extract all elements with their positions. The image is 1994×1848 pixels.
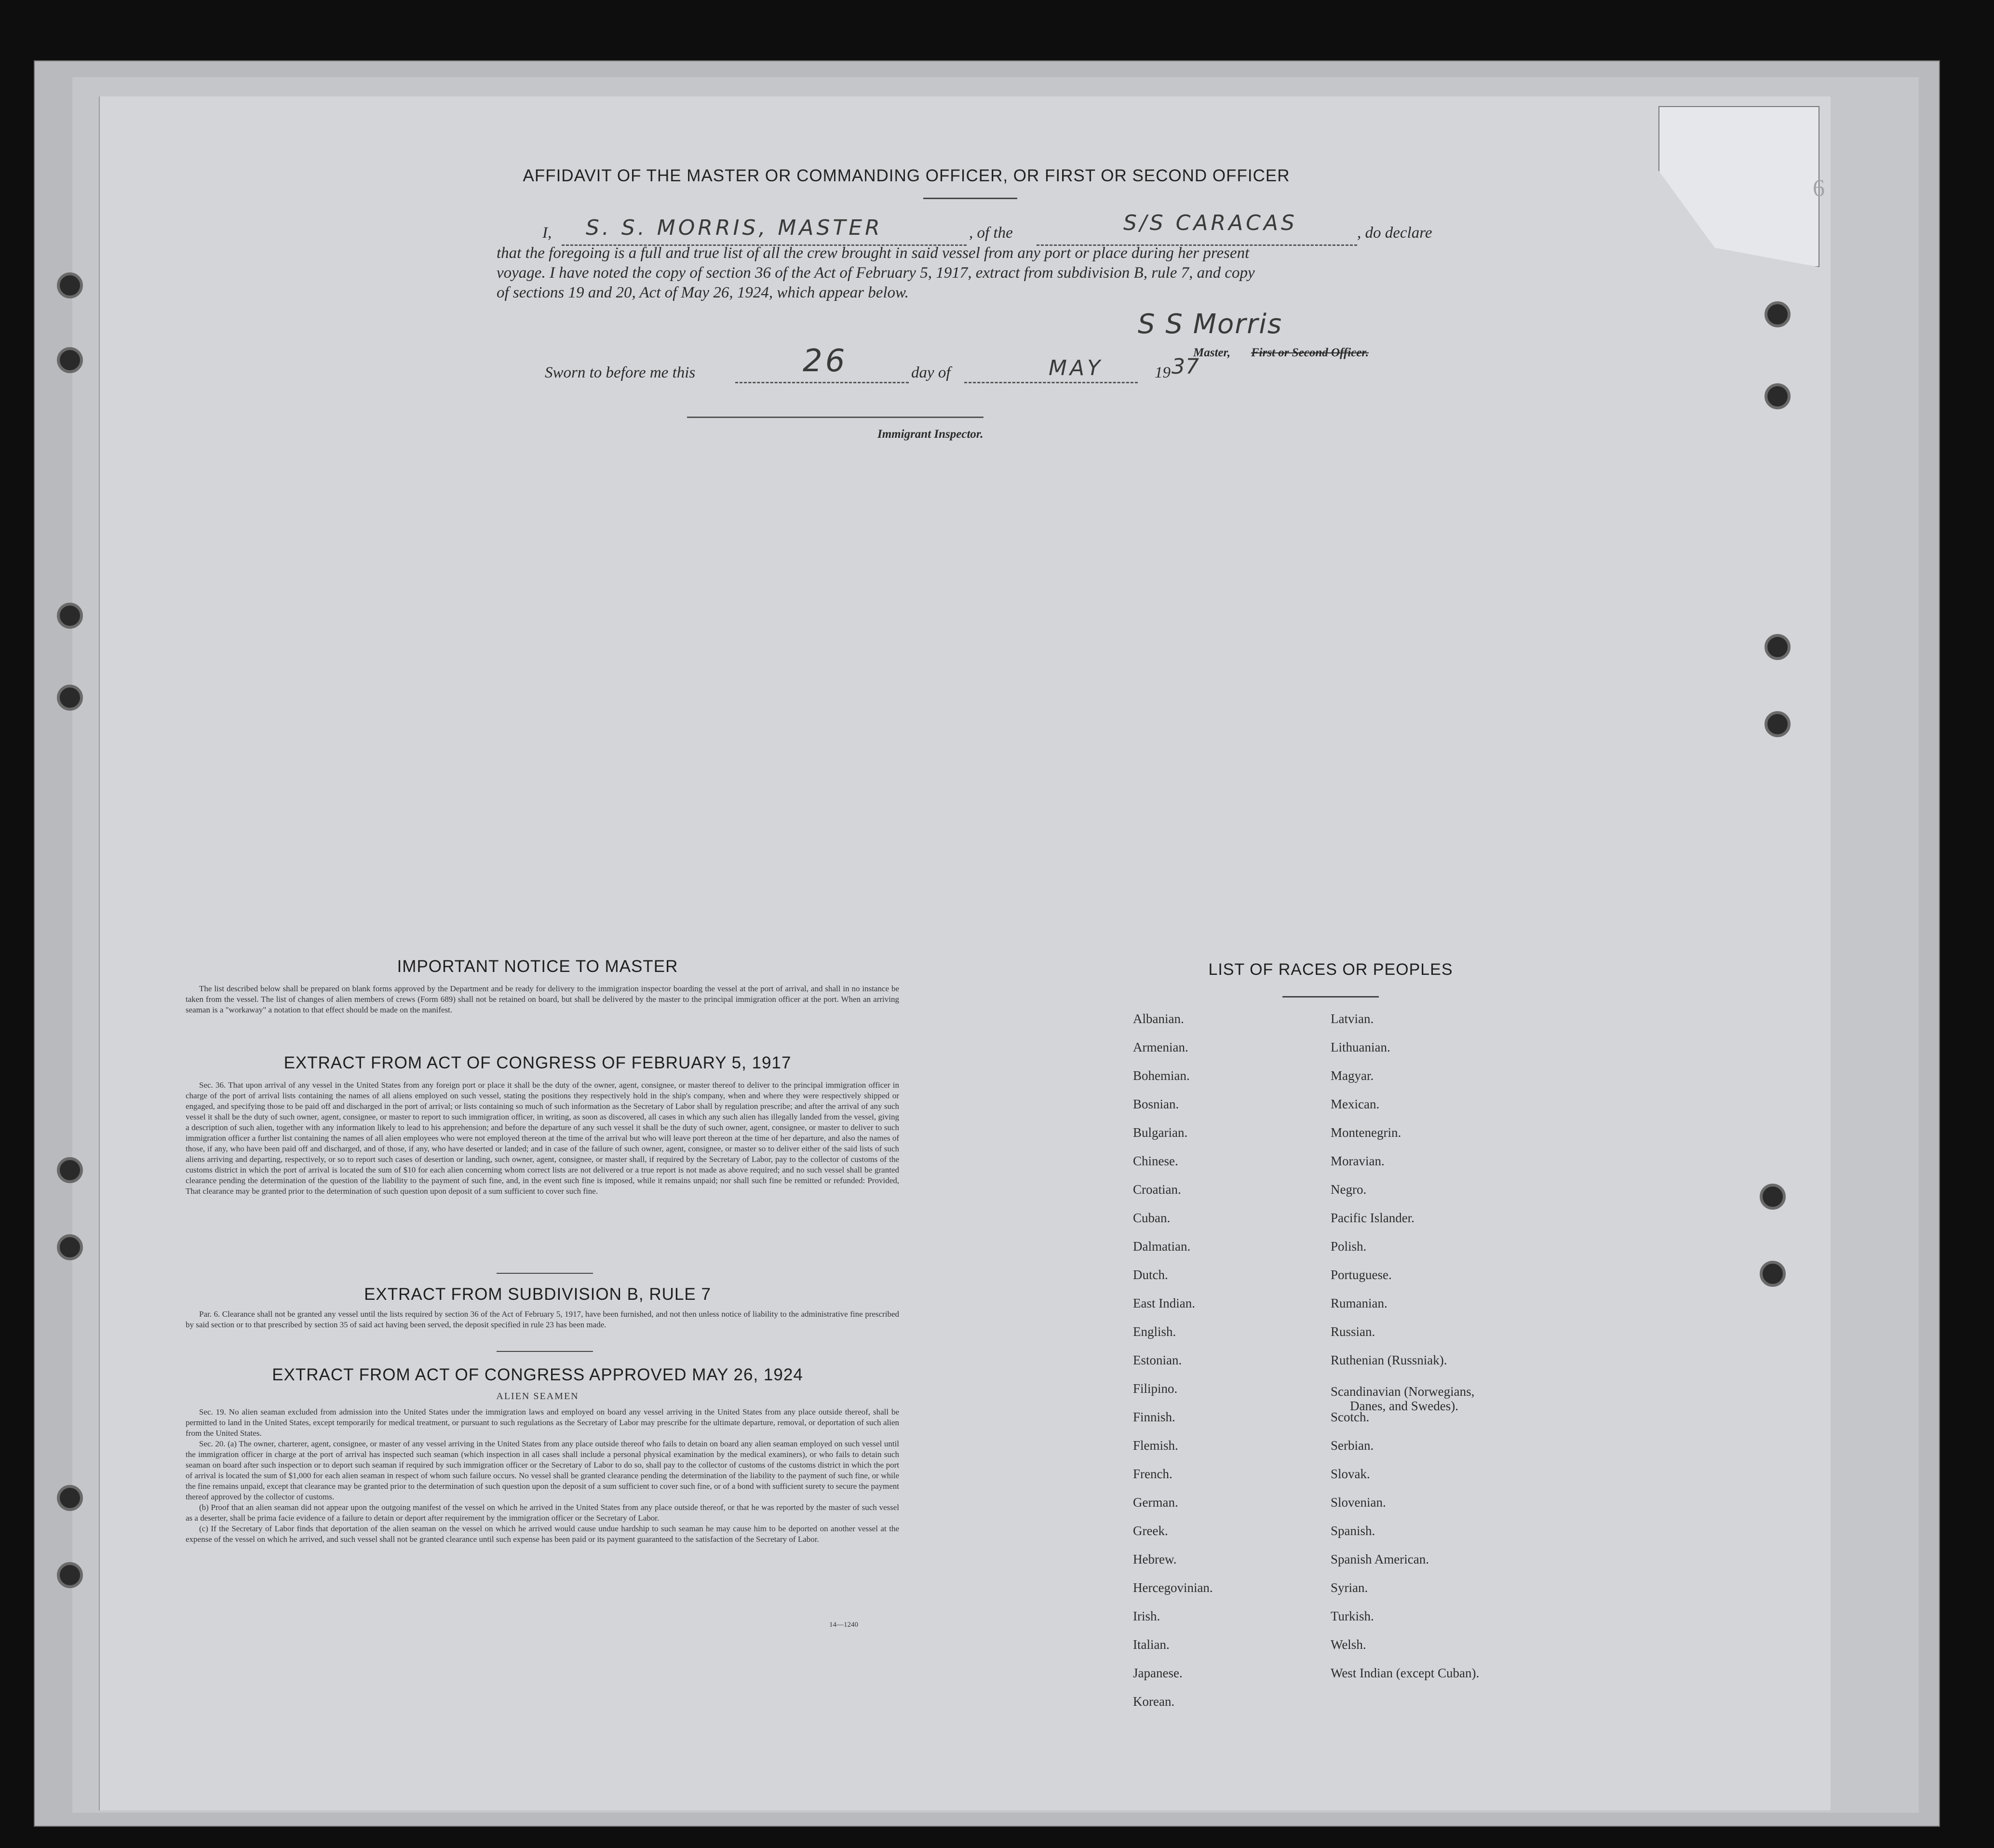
race-item: Moravian.: [1331, 1154, 1385, 1168]
race-item: Mexican.: [1331, 1097, 1380, 1111]
race-item: Turkish.: [1331, 1609, 1374, 1623]
race-item: East Indian.: [1133, 1296, 1195, 1310]
title-rule: [923, 198, 1017, 199]
race-item: Cuban.: [1133, 1211, 1171, 1225]
race-item: Pacific Islander.: [1331, 1211, 1415, 1225]
race-item: Scandinavian (Norwegians,: [1331, 1384, 1475, 1399]
extract-1917-title: EXTRACT FROM ACT OF CONGRESS OF FEBRUARY 5, 1917: [283, 1053, 792, 1072]
race-item: Latvian.: [1331, 1012, 1374, 1026]
race-item: Rumanian.: [1331, 1296, 1388, 1310]
sworn-label: Sworn to before me this: [545, 364, 696, 381]
form-number: 14—1240: [829, 1621, 858, 1629]
extract-1917-body: [186, 1080, 899, 1258]
race-item: Negro.: [1331, 1182, 1367, 1197]
affidavit-title: AFFIDAVIT OF THE MASTER OR COMMANDING OFFICER, OR FIRST OR SECOND OFFICER: [523, 166, 1290, 185]
race-item: Scotch.: [1331, 1410, 1370, 1424]
race-item: Armenian.: [1133, 1040, 1188, 1054]
affidavit-declare: , do declare: [1357, 224, 1432, 242]
race-item: Irish.: [1133, 1609, 1160, 1623]
race-item: Spanish.: [1331, 1524, 1375, 1538]
extract-1924-body: [186, 1407, 899, 1609]
race-item: English.: [1133, 1324, 1176, 1339]
race-item: Slovenian.: [1331, 1495, 1386, 1510]
punch-hole: [57, 1562, 83, 1588]
punch-hole: [1765, 383, 1791, 409]
race-item: Finnish.: [1133, 1410, 1175, 1424]
margin-numeral: 6: [1813, 174, 1826, 201]
notice-body: [186, 984, 899, 1045]
race-item: Hercegovinian.: [1133, 1580, 1213, 1595]
race-item: West Indian (except Cuban).: [1331, 1666, 1480, 1680]
master-signature: S S Morris: [1138, 309, 1283, 340]
race-item: Estonian.: [1133, 1353, 1182, 1367]
race-item: Korean.: [1133, 1694, 1175, 1709]
race-item: Russian.: [1331, 1324, 1375, 1339]
section-rule: [497, 1273, 593, 1274]
vessel-name: S/S CARACAS: [1123, 211, 1297, 235]
punch-hole: [57, 1234, 83, 1260]
punch-hole: [1765, 301, 1791, 327]
race-item: Albanian.: [1133, 1012, 1184, 1026]
race-item: Polish.: [1331, 1239, 1367, 1254]
races-title: LIST OF RACES OR PEOPLES: [1208, 960, 1453, 979]
year-prefix: 19: [1155, 364, 1171, 381]
sec-20b-paragraph: (b) Proof that an alien seaman did not appear upon the outgoing manifest of the vessel on which he arrived in the United States from any place outside thereof, or that he was reported by the master of such vessel as a deserter, shall be prima facie evidence of a failure to detain or deport after requirement by the immigration officer or the Secretary of Labor.: [186, 1503, 899, 1523]
race-item: Portuguese.: [1331, 1268, 1392, 1282]
race-item: Dalmatian.: [1133, 1239, 1191, 1254]
punch-hole: [57, 1157, 83, 1183]
affidavit-i: I,: [542, 224, 552, 242]
par-6-paragraph: Par. 6. Clearance shall not be granted any vessel until the lists required by section 36 of the Act of February 5, 1917, have been furnished, and not then unless notice of liability to the administrative fine prescribed by said section or to that prescribed by section 35 of said act having been served, the deposit specified in rule 23 has been made.: [186, 1309, 899, 1329]
race-item: Bohemian.: [1133, 1068, 1190, 1083]
punch-hole: [57, 685, 83, 711]
punch-hole: [57, 1485, 83, 1511]
race-item: Slovak.: [1331, 1467, 1370, 1481]
sec-20a-paragraph: Sec. 20. (a) The owner, charterer, agent, consignee, or master of any vessel arriving in the United States from any place outside thereof who fails to detain on board any alien seaman employed on such vessel until the immigration officer in charge at the port of arrival has inspected such seaman (which inspection in all cases shall include a personal physical examination by the medical examiners), or who fails to detain such seaman on board after such inspection or to deport such seaman if required by such immigration officer or the Secretary of Labor to do so, shall pay to the collector of customs of the customs district in which the port of arrival is located the sum of $1,000 for each alien seaman in respect of whom such failure occurs. No vessel shall be granted clearance pending the determination of the liability to the payment of such fine, or while the fine remains unpaid, except that clearance may be granted prior to the determination of such question upon the deposit of a sum sufficient to cover such fine, or of a bond with sufficient surety to secure the payment thereof approved by the collector of customs.: [186, 1439, 899, 1501]
section-rule: [497, 1351, 593, 1352]
inspector-label: Immigrant Inspector.: [877, 428, 984, 441]
race-item: Bulgarian.: [1133, 1125, 1188, 1140]
affidavit-line-3: voyage. I have noted the copy of section 36 of the Act of February 5, 1917, extract from subdivision B, rule 7, and copy: [497, 264, 1255, 282]
signer-title-struck: First or Second Officer.: [1251, 346, 1369, 359]
punch-hole: [1760, 1261, 1786, 1287]
punch-hole: [1760, 1184, 1786, 1210]
sworn-month: MAY: [1049, 356, 1103, 380]
races-title-rule: [1282, 996, 1379, 998]
sworn-year: 37: [1172, 354, 1199, 379]
race-item: Bosnian.: [1133, 1097, 1179, 1111]
race-item: Italian.: [1133, 1637, 1170, 1652]
affidavit-line-4: of sections 19 and 20, Act of May 26, 1924, which appear below.: [497, 284, 909, 301]
race-item: Syrian.: [1331, 1580, 1368, 1595]
day-blank: [735, 381, 909, 383]
race-item: Dutch.: [1133, 1268, 1168, 1282]
affidavit-line-2: that the foregoing is a full and true list of all the crew brought in said vessel from any port or place during her present: [497, 244, 1250, 262]
race-item: Danes, and Swedes).: [1350, 1399, 1458, 1413]
race-item: Filipino.: [1133, 1381, 1178, 1396]
signer-title-master: Master,: [1193, 346, 1231, 359]
race-item: Montenegrin.: [1331, 1125, 1401, 1140]
race-item: Spanish American.: [1331, 1552, 1429, 1566]
notice-title: IMPORTANT NOTICE TO MASTER: [397, 957, 678, 976]
race-item: Magyar.: [1331, 1068, 1374, 1083]
punch-hole: [57, 272, 83, 298]
race-item: Hebrew.: [1133, 1552, 1177, 1566]
extract-1924-title: EXTRACT FROM ACT OF CONGRESS APPROVED MAY 26, 1924: [272, 1365, 803, 1384]
race-item: German.: [1133, 1495, 1178, 1510]
punch-hole: [1765, 711, 1791, 737]
month-blank: [964, 381, 1138, 383]
rule-7-body: [186, 1309, 899, 1346]
race-item: French.: [1133, 1467, 1172, 1481]
race-item: Greek.: [1133, 1524, 1168, 1538]
sworn-day: 26: [803, 343, 848, 379]
race-item: Croatian.: [1133, 1182, 1181, 1197]
affidavit-of-the: , of the: [969, 224, 1013, 242]
race-item: Serbian.: [1331, 1438, 1374, 1453]
inspector-signature-line: [687, 417, 984, 418]
race-item: Welsh.: [1331, 1637, 1366, 1652]
punch-hole: [57, 603, 83, 629]
rule-7-title: EXTRACT FROM SUBDIVISION B, RULE 7: [364, 1285, 711, 1304]
sec-36-paragraph: Sec. 36. That upon arrival of any vessel in the United States from any foreign port or place it shall be the duty of the owner, agent, consignee, or master thereof to deliver to the principal immigration officer in charge of the port of arrival lists containing the names of all aliens employed on such vessel, stating the positions they respectively hold in the ship's company, when and where they were respectively shipped or engaged, and specifying those to be paid off and discharged in the port of arrival; or lists containing so much of such information as the Secretary of Labor shall by regulation prescribe; and after the arrival of any such vessel it shall be the duty of such owner, agent, consignee, or master to report to such immigration officer, in writing, as soon as discovered, all cases in which any such alien has illegally landed from the vessel, giving a description of such alien, together with any information likely to lead to his apprehension; and before the departure of any such vessel it shall be the duty of such owner, agent, consignee, or master to deliver to such immigration officer a further list containing the names of all alien employees who were not employed thereon at the time of the arrival but who will leave port thereon at the time of her departure, and also the names of those, if any, who have been paid off and discharged, and of those, if any, who have deserted or landed; and in case of the failure of such owner, agent, consignee, or master so to deliver either of the said lists of such aliens arriving and departing, respectively, or so to report such cases of desertion or landing, such owner, agent, consignee, or master shall, if required by the Secretary of Labor, pay to the collector of customs of the customs district in which the port of arrival is located the sum of $10 for each alien concerning whom correct lists are not delivered or a true report is not made as above required; and no such vessel shall be granted clearance pending the determination of the question of the liability to the payment of such fine, and, in the event such fine is imposed, while it remains unpaid; nor shall such fine be remitted or refunded: Provided, That clearance may be granted prior to the determination of such question upon deposit of a sum sufficient to cover such fine.: [186, 1080, 899, 1196]
notice-paragraph: The list described below shall be prepared on blank forms approved by the Department and be ready for delivery to the immigration inspector boarding the vessel at the port of arrival, and shall in no instance be taken from the vessel. The list of changes of alien members of crews (Form 689) shall not be retained on board, but shall be delivered by the master to the principal immigration officer at the port. When an arriving seaman is a "workaway" a notation to that effect should be made on the manifest.: [186, 984, 899, 1014]
day-of-label: day of: [911, 364, 951, 381]
race-item: Ruthenian (Russniak).: [1331, 1353, 1447, 1367]
race-item: Lithuanian.: [1331, 1040, 1390, 1054]
race-item: Flemish.: [1133, 1438, 1178, 1453]
punch-hole: [57, 347, 83, 373]
master-name: S. S. MORRIS, MASTER: [586, 216, 883, 240]
alien-seamen-subtitle: ALIEN SEAMEN: [496, 1391, 579, 1402]
sec-19-paragraph: Sec. 19. No alien seaman excluded from admission into the United States under the immigration laws and employed on board any vessel arriving in the United States from any place outside thereof, shall be permitted to land in the United States, except temporarily for medical treatment, or pursuant to such regulations as the Secretary of Labor may prescribe for the ultimate departure, removal, or deportation of such alien from the United States.: [186, 1407, 899, 1438]
race-item: Japanese.: [1133, 1666, 1183, 1680]
race-item: Chinese.: [1133, 1154, 1178, 1168]
sec-20c-paragraph: (c) If the Secretary of Labor finds that deportation of the alien seaman on the vessel on which he arrived would cause undue hardship to such seaman he may cause him to be deported on another vessel at the expense of the vessel on which he arrived, and such vessel shall not be granted clearance until such expense has been paid or its payment guaranteed to the satisfaction of the Secretary of Labor.: [186, 1524, 899, 1544]
punch-hole: [1765, 634, 1791, 660]
